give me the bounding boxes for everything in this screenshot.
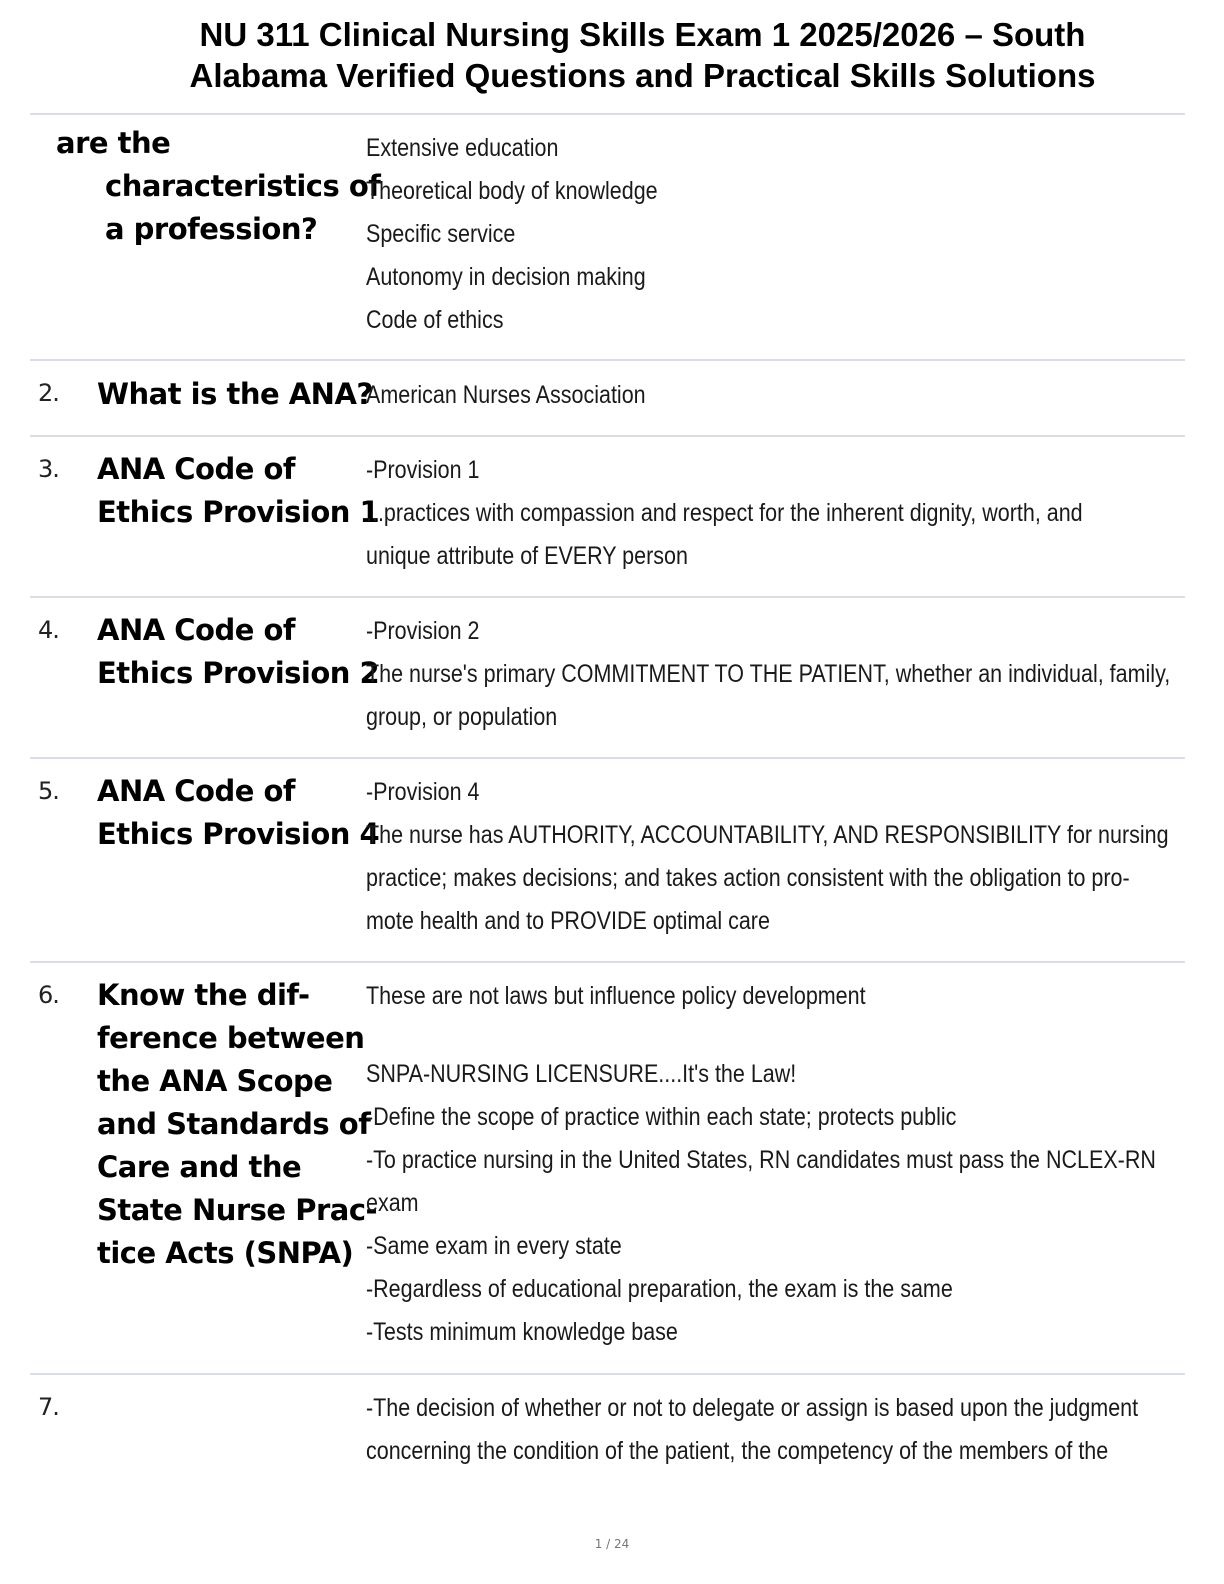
definition-line: -Provision 1 — [366, 456, 480, 484]
definition-line: unique attribute of EVERY person — [366, 542, 688, 570]
title-line-2: Alabama Verified Questions and Practical Skills Solutions — [189, 57, 1096, 94]
card-term — [97, 770, 380, 856]
term-line: State Nurse Prac- — [97, 1193, 378, 1227]
definition-line: Autonomy in decision making — [366, 263, 646, 291]
card-number: 5. — [38, 777, 59, 805]
card-definition — [366, 374, 1063, 417]
definition-line: -Regardless of educational preparation, the exam is the same — [366, 1275, 953, 1303]
definition-line: concerning the condition of the patient, the competency of the members of the — [366, 1437, 1109, 1465]
definition-line: -Tests minimum knowledge base — [366, 1318, 678, 1346]
term-line: Know the dif- — [97, 978, 310, 1012]
term-line: Care and the — [97, 1150, 302, 1184]
definition-line: group, or population — [366, 703, 558, 731]
card-definition — [366, 771, 1169, 943]
card-number: 7. — [38, 1393, 59, 1421]
definition-line: Theoretical body of knowledge — [366, 177, 658, 205]
definition-line: Specific service — [366, 220, 516, 248]
document-title — [100, 14, 1185, 96]
divider — [30, 359, 1185, 361]
divider — [30, 1373, 1185, 1375]
divider — [30, 757, 1185, 759]
card-definition — [366, 1387, 1139, 1473]
term-line: and Standards of — [97, 1107, 371, 1141]
definition-line: -Provision 2 — [366, 617, 480, 645]
term-line: ference between — [97, 1021, 365, 1055]
term-line: What is the ANA? — [97, 377, 373, 411]
card-definition — [366, 975, 1156, 1354]
definition-line: -Same exam in every state — [366, 1232, 622, 1260]
definition-line: mote health and to PROVIDE optimal care — [366, 907, 770, 935]
definition-line: -To practice nursing in the United States, RN candidates must pass the NCLEX-RN — [366, 1146, 1156, 1174]
definition-line: SNPA-NURSING LICENSURE....It's the Law! — [366, 1060, 797, 1088]
term-line: tice Acts (SNPA) — [97, 1236, 354, 1270]
definition-line: Code of ethics — [366, 306, 504, 334]
definition-line: American Nurses Association — [366, 381, 646, 409]
card-number: 6. — [38, 981, 59, 1009]
definition-line: exam — [366, 1189, 419, 1217]
definition-line: -Provision 4 — [366, 778, 480, 806]
term-line: a profession? — [105, 212, 318, 246]
divider — [30, 961, 1185, 963]
term-line: Ethics Provision 1 — [97, 495, 380, 529]
term-line: are the — [56, 126, 171, 160]
definition-line: Extensive education — [366, 134, 559, 162]
card-term — [97, 974, 378, 1275]
definition-line: ...practices with compassion and respect for the inherent dignity, worth, and — [366, 499, 1083, 527]
title-line-1: NU 311 Clinical Nursing Skills Exam 1 2025/2026 – South — [199, 16, 1086, 53]
card-number: 4. — [38, 616, 59, 644]
card-term — [97, 373, 373, 416]
term-line: Ethics Provision 4 — [97, 817, 380, 851]
card-definition — [366, 610, 1171, 739]
divider — [30, 596, 1185, 598]
definition-line: practice; makes decisions; and takes action consistent with the obligation to pro- — [366, 864, 1130, 892]
card-term — [97, 448, 380, 534]
term-line: ANA Code of — [97, 452, 296, 486]
card-term — [97, 609, 380, 695]
term-line: characteristics of — [105, 169, 381, 203]
card-term — [56, 122, 381, 251]
term-line: ANA Code of — [97, 613, 296, 647]
term-line: Ethics Provision 2 — [97, 656, 380, 690]
card-definition — [366, 127, 1063, 342]
card-number: 2. — [38, 379, 59, 407]
definition-line: The nurse's primary COMMITMENT TO THE PATIENT, whether an individual, family, — [366, 660, 1171, 688]
definition-line: These are not laws but influence policy development — [366, 982, 866, 1010]
term-line: ANA Code of — [97, 774, 296, 808]
definition-line: -The decision of whether or not to delegate or assign is based upon the judgment — [366, 1394, 1139, 1422]
term-line: the ANA Scope — [97, 1064, 333, 1098]
card-definition — [366, 449, 1083, 578]
definition-line: -Define the scope of practice within each state; protects public — [366, 1103, 957, 1131]
divider — [30, 435, 1185, 437]
divider — [30, 113, 1185, 115]
definition-line: The nurse has AUTHORITY, ACCOUNTABILITY, AND RESPONSIBILITY for nursing — [366, 821, 1169, 849]
page-indicator: 1 / 24 — [594, 1537, 630, 1551]
card-number: 3. — [38, 455, 59, 483]
definition-gap — [366, 1018, 1063, 1053]
